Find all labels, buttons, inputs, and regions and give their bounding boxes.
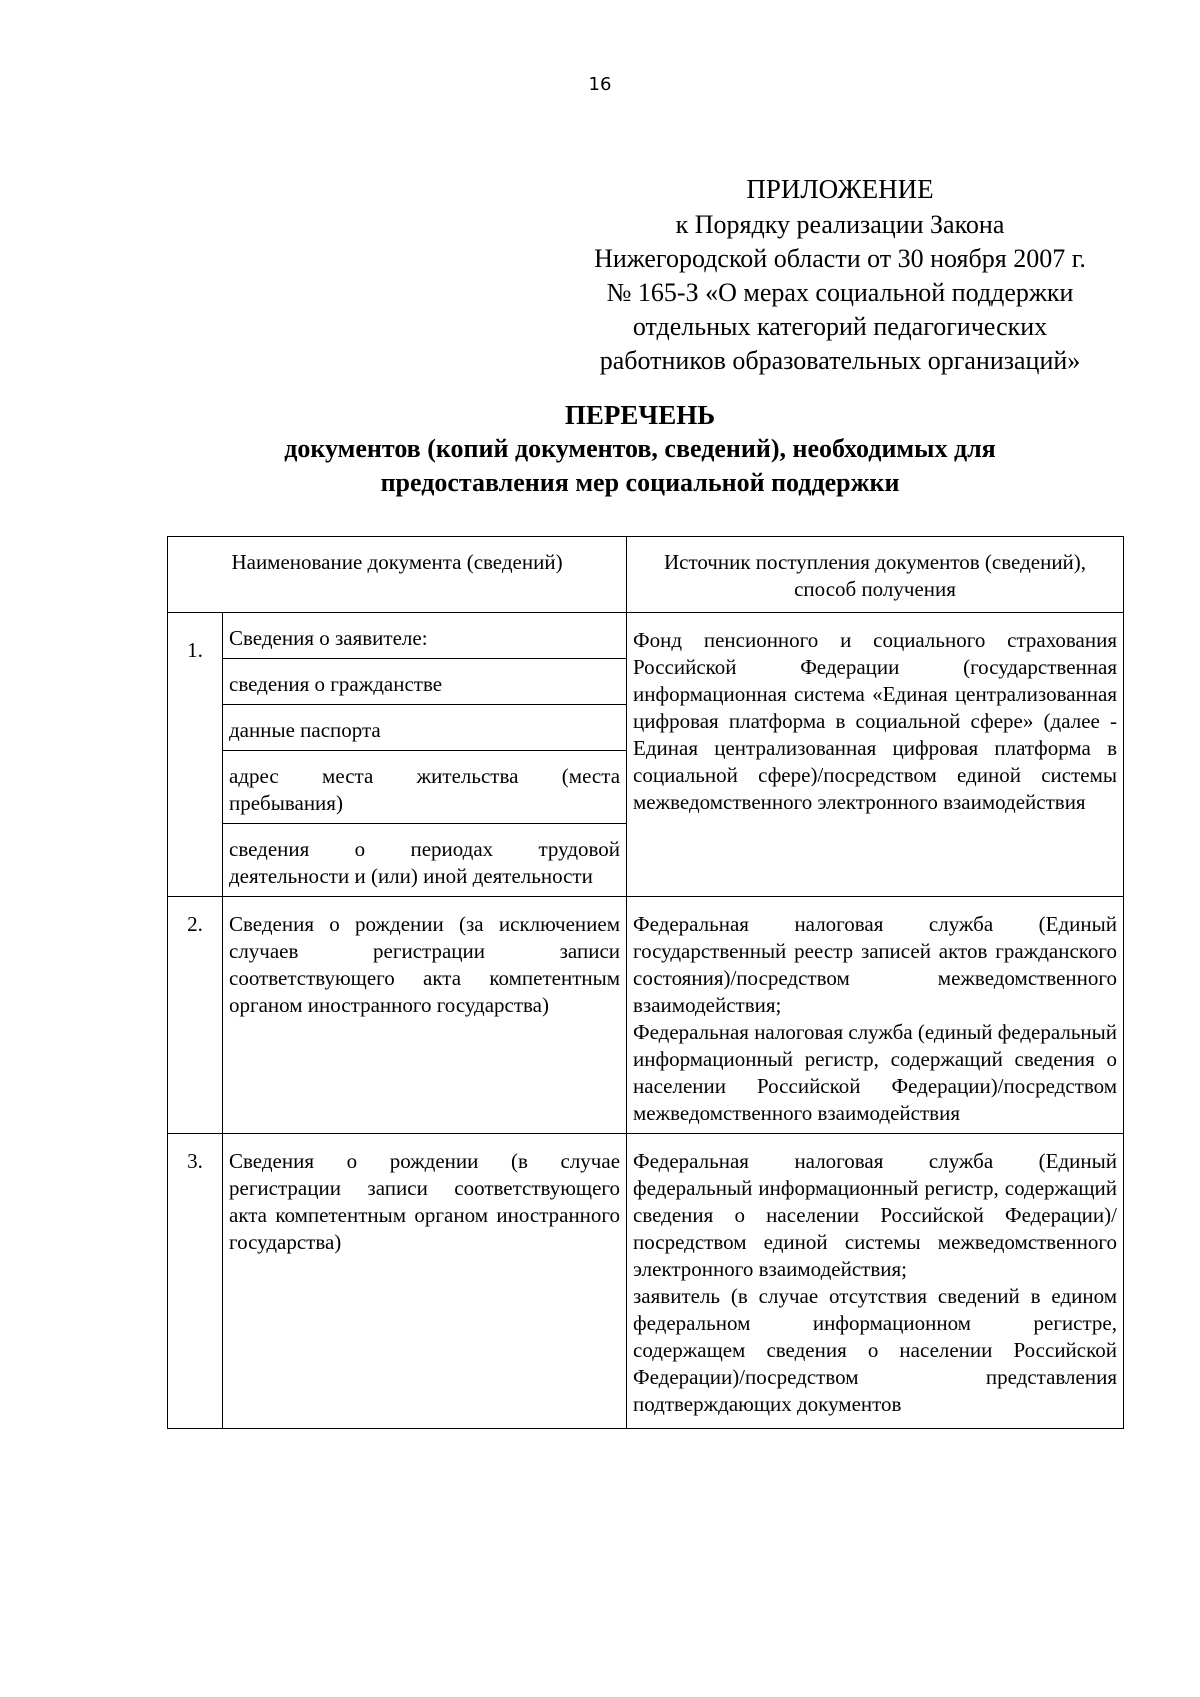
appendix-line: к Порядку реализации Закона [675,210,1005,239]
document-heading [160,398,1120,500]
sub-item: сведения о периодах трудовой деятельности и (или) иной деятельности [229,837,621,888]
header-source-cell: Источник поступления документов (сведений), способ получения [627,537,1124,613]
source-paragraph: Фонд пенсионного и социального страхования Российской Федерации (государственная информационная система «Единая централизованная цифровая платформа в социальной сфере» (далее - Единая централизованная цифровая платформа в социальной сфере)/посредством единой системы межведомственного электронного взаимодействия [633,628,1117,814]
source-paragraph: Федеральная налоговая служба (единый федеральный информационный регистр, содержащий сведения о населении Российской Федерации)/посредством межведомственного взаимодействия [633,1020,1117,1125]
table-row [168,897,1124,1134]
row-source-cell [627,897,1124,1134]
row-source-cell [627,1134,1124,1429]
table-row [168,1134,1124,1429]
sub-item: адрес места жительства (места пребывания) [223,751,626,824]
heading-title: ПЕРЕЧЕНЬ [564,400,716,430]
sub-item: Сведения о заявителе: [223,613,626,659]
row-number: 2. [168,897,223,1134]
row-name-text: Сведения о рождении (в случае регистрации записи соответствующего акта компетентным органом иностранного государства) [229,1149,621,1254]
sub-item: данные паспорта [223,705,626,751]
heading-subtitle-line: предоставления мер социальной поддержки [380,468,900,497]
table-header-row [168,537,1124,613]
appendix-line: Нижегородской области от 30 ноября 2007 г. [594,244,1086,273]
source-paragraph: Федеральная налоговая служба (Единый государственный реестр записей актов гражданского состояния)/посредством межведомственного взаимодействия; [633,912,1117,1017]
row-name-cell [223,1134,627,1429]
table-row [168,613,1124,897]
appendix-line: № 165-З «О мерах социальной поддержки [606,278,1074,307]
row-number: 3. [168,1134,223,1429]
documents-table [167,536,1124,1429]
appendix-line: работников образовательных организаций» [599,346,1081,375]
row-name-cell [223,613,627,897]
source-paragraph: Федеральная налоговая служба (Единый федеральный информационный регистр, содержащий сведения о населении Российской Федерации)/посредством единой системы межведомственного электронного взаимодействия; [633,1149,1117,1281]
appendix-line: отдельных категорий педагогических [632,312,1048,341]
row-source-cell [627,613,1124,897]
source-paragraph: заявитель (в случае отсутствия сведений в едином федеральном информационном регистре, содержащем сведения о населении Российской Федерации)/посредством представления подтверждающих документов [633,1284,1117,1416]
sub-item: сведения о гражданстве [223,659,626,705]
appendix-title: ПРИЛОЖЕНИЕ [746,174,934,204]
row-name-text: Сведения о рождении (за исключением случаев регистрации записи соответствующего акта компетентным органом иностранного государства) [229,912,621,1017]
page-number: 16 [588,74,612,95]
row-name-cell [223,897,627,1134]
header-name-cell: Наименование документа (сведений) [168,537,627,613]
row-number: 1. [168,613,223,897]
appendix-block [560,172,1120,378]
heading-subtitle-line: документов (копий документов, сведений), необходимых для [284,434,996,463]
